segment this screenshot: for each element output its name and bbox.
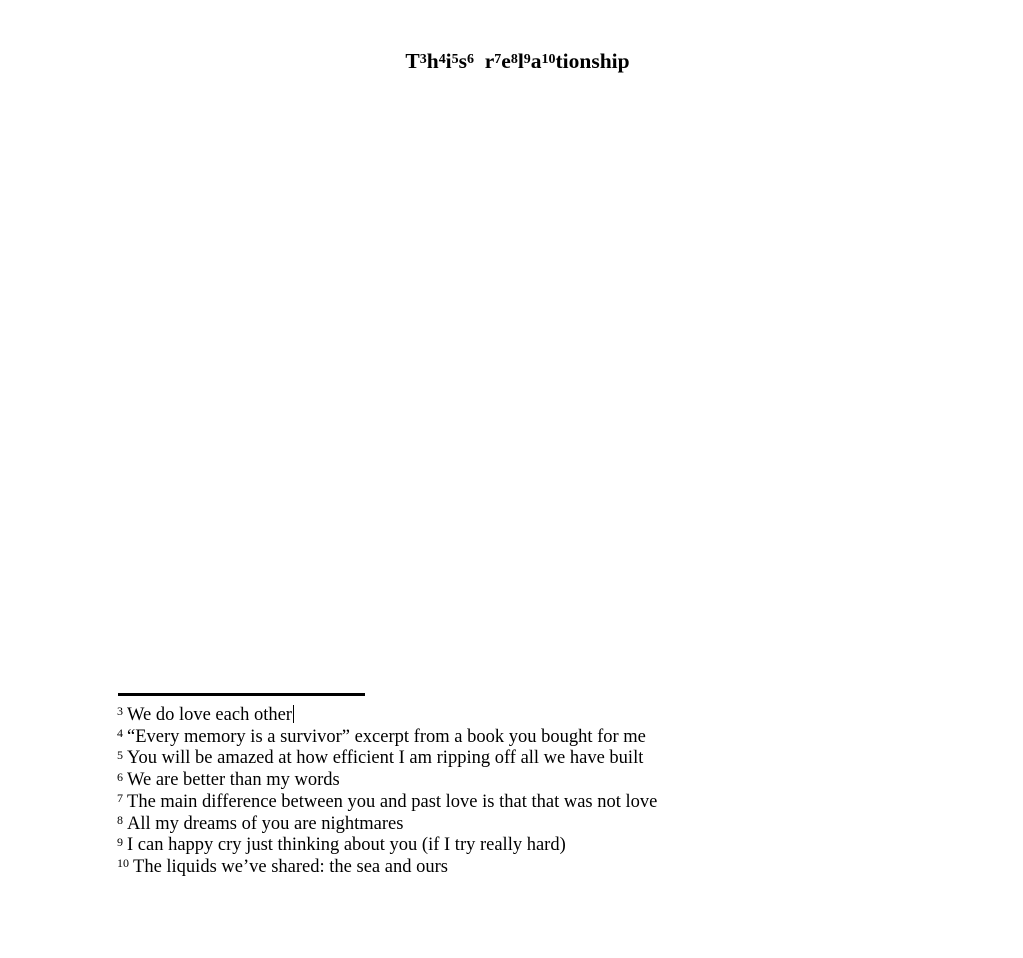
footnote-text[interactable]: The main difference between you and past love is that that was not love	[127, 791, 658, 812]
title-letter: tionship	[555, 49, 630, 73]
footnote-item[interactable]	[117, 792, 657, 814]
title-letter	[474, 49, 485, 73]
footnote-item[interactable]	[117, 814, 657, 836]
title-letter: h	[426, 49, 439, 73]
footnote-number[interactable]: 10	[117, 856, 130, 871]
footnote-reference[interactable]: 7	[494, 51, 502, 67]
title-segment	[446, 49, 459, 73]
footnote-item[interactable]	[117, 857, 657, 879]
title-letter: T	[405, 49, 420, 73]
footnote-reference[interactable]: 8	[510, 51, 518, 67]
footnote-text[interactable]: The liquids we’ve shared: the sea and ours	[133, 856, 448, 877]
title-segment	[474, 49, 485, 73]
title-segment	[405, 49, 426, 73]
footnote-item[interactable]	[117, 835, 657, 857]
title-segment	[459, 49, 474, 73]
footnote-item[interactable]	[117, 748, 657, 770]
footnote-number[interactable]: 4	[117, 726, 124, 741]
footnote-item[interactable]	[117, 727, 657, 749]
title-segment	[427, 49, 446, 73]
footnote-text[interactable]: We are better than my words	[127, 770, 340, 791]
footnote-item[interactable]	[117, 705, 657, 727]
footnote-text[interactable]: We do love each other	[127, 705, 292, 725]
footnote-list[interactable]	[117, 705, 657, 879]
footnote-number[interactable]: 8	[117, 812, 124, 827]
footnote-reference[interactable]: 9	[523, 51, 531, 67]
title-segment	[531, 49, 556, 73]
footnote-number[interactable]: 6	[117, 769, 124, 784]
footnote-item[interactable]	[117, 770, 657, 792]
title-letter: s	[458, 49, 468, 73]
title-letter: e	[501, 49, 511, 73]
footnote-reference[interactable]: 10	[541, 51, 556, 67]
text-caret	[293, 705, 295, 723]
footnote-reference[interactable]: 4	[438, 51, 446, 67]
title-segment	[485, 49, 502, 73]
title-segment	[518, 49, 531, 73]
title-letter: i	[445, 49, 452, 73]
footnote-separator-line	[118, 693, 365, 696]
title-segment	[501, 49, 518, 73]
document-title[interactable]	[12, 46, 1023, 76]
title-letter: r	[484, 49, 495, 73]
footnote-text[interactable]: I can happy cry just thinking about you (if I try really hard)	[127, 835, 566, 856]
footnote-text[interactable]: All my dreams of you are nightmares	[127, 813, 404, 834]
title-segment	[556, 49, 630, 73]
footnote-number[interactable]: 3	[117, 704, 124, 719]
footnote-text[interactable]: You will be amazed at how efficient I am ripping off all we have built	[127, 748, 644, 769]
footnote-number[interactable]: 5	[117, 747, 124, 762]
footnote-reference[interactable]: 6	[467, 51, 474, 67]
footnote-reference[interactable]: 3	[419, 51, 427, 67]
footnote-number[interactable]: 7	[117, 791, 124, 806]
title-letter: l	[517, 49, 524, 73]
footnote-reference[interactable]: 5	[451, 51, 459, 67]
footnote-number[interactable]: 9	[117, 834, 124, 849]
title-letter: a	[530, 49, 542, 73]
footnote-text[interactable]: “Every memory is a survivor” excerpt from a book you bought for me	[127, 726, 646, 747]
